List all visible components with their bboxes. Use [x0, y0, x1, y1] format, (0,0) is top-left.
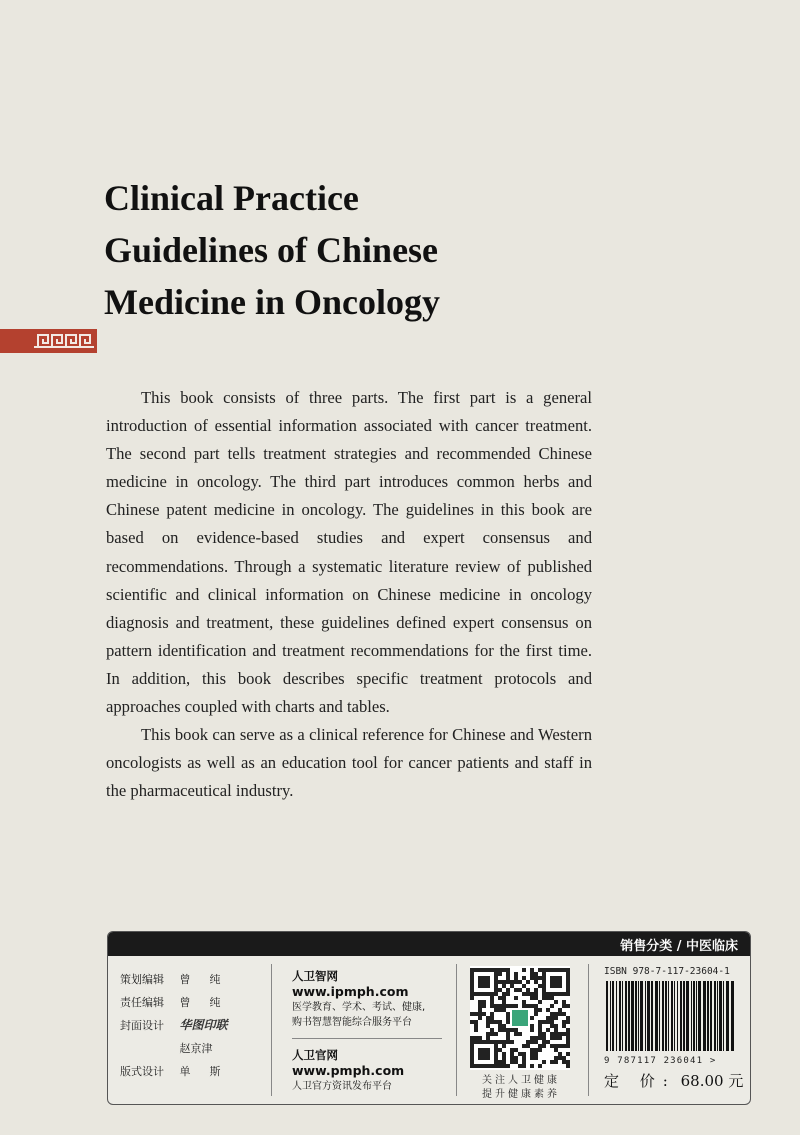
book-description [106, 384, 592, 805]
qr-caption-line-1: 关注人卫健康 [482, 1075, 560, 1086]
credit-row [120, 1014, 260, 1037]
credits-list [120, 968, 260, 1083]
credit-name: 赵京津 [179, 1042, 213, 1055]
column-divider [588, 964, 589, 1096]
websites-block [292, 968, 452, 1094]
title-line-3: Medicine in Oncology [104, 282, 440, 322]
price-label: 定 价: [604, 1072, 676, 1090]
book-title [104, 172, 664, 328]
credit-row [120, 1037, 260, 1060]
credit-row [120, 968, 260, 991]
credit-name: 曾 纯 [179, 973, 225, 986]
credit-role: 版式设计 [120, 1065, 164, 1078]
isbn-digits: 9 787117 236041 > [604, 1056, 717, 1066]
credit-name: 单 斯 [179, 1065, 225, 1078]
website-ipmph [292, 968, 452, 1030]
credit-role: 策划编辑 [120, 973, 164, 986]
credit-name: 曾 纯 [179, 996, 225, 1009]
barcode [604, 981, 740, 1051]
column-divider [271, 964, 272, 1096]
qr-caption [466, 1074, 576, 1102]
website-url[interactable]: www.ipmph.com [292, 984, 409, 999]
website-url[interactable]: www.pmph.com [292, 1063, 405, 1078]
website-pmph [292, 1047, 452, 1094]
price-value: 68.00 元 [680, 1072, 744, 1090]
isbn-block [604, 966, 744, 1091]
credit-role: 封面设计 [120, 1019, 164, 1032]
price [604, 1070, 744, 1091]
credit-row [120, 1060, 260, 1083]
website-desc: 购书智慧智能综合服务平台 [292, 1017, 412, 1028]
description-paragraph-2: This book can serve as a clinical reference for Chinese and Western oncologists as well as an education tool for cancer patients and staff in the pharmaceutical industry. [106, 725, 592, 801]
qr-code[interactable] [470, 966, 570, 1070]
website-name: 人卫智网 [292, 969, 338, 983]
qr-caption-line-2: 提升健康素养 [482, 1089, 560, 1100]
fret-pattern-ornament [0, 329, 97, 353]
website-desc: 医学教育、学术、考试、健康, [292, 1002, 426, 1013]
publisher-info-box [107, 931, 751, 1105]
category-bar [108, 932, 750, 956]
title-line-2: Guidelines of Chinese [104, 230, 439, 270]
website-desc: 人卫官方资讯发布平台 [292, 1081, 392, 1092]
website-name: 人卫官网 [292, 1048, 338, 1062]
website-divider [292, 1038, 442, 1039]
column-divider [456, 964, 457, 1096]
isbn-text: ISBN 978-7-117-23604-1 [604, 966, 730, 977]
credit-role: 责任编辑 [120, 996, 164, 1009]
description-paragraph-1: This book consists of three parts. The first part is a general introduction of essential information associated with cancer treatment. The second part tells treatment strategies and recommended Chinese medicine in oncology. The third part introduces common herbs and Chinese patent medicine in oncology. The guidelines in this book are based on evidence-based studies and expert consensus and recommendations. Through a systematic literature review of published scientific and clinical information on Chinese medicine in oncology diagnosis and treatment, these guidelines defined expert consensus on pattern identification and treatment recommendations for the first time. In addition, this book describes specific treatment protocols and approaches coupled with charts and tables. [106, 388, 592, 717]
title-line-1: Clinical Practice [104, 178, 359, 218]
designer-logo: 华图印联 [179, 1018, 228, 1032]
sales-category-label: 销售分类 / 中医临床 [620, 939, 738, 954]
credit-row [120, 991, 260, 1014]
